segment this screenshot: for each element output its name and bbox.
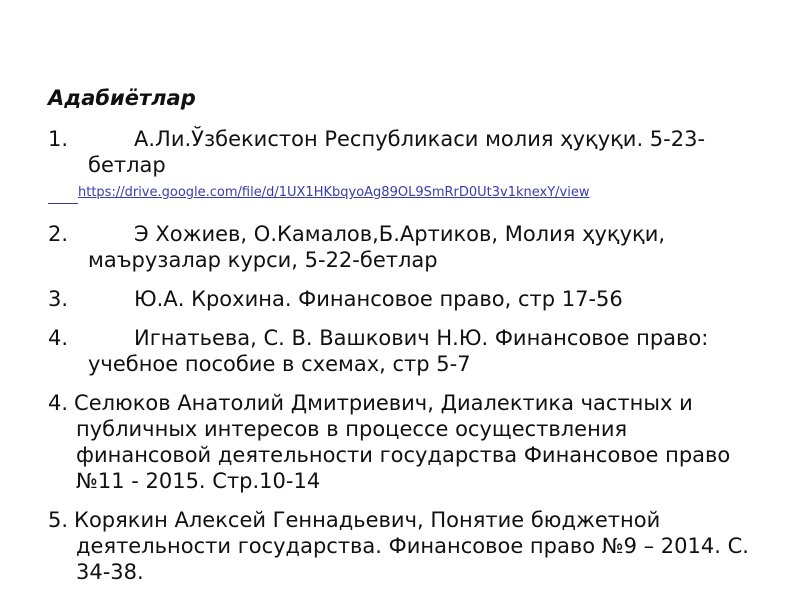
reference-text: Ю.А. Крохина. Финансовое право, стр 17-56 bbox=[134, 287, 623, 311]
reference-text: Игнатьева, С. В. Вашкович Н.Ю. Финансовое право: учебное пособие в схемах, стр 5-7 bbox=[88, 326, 709, 376]
reference-number: 5. bbox=[48, 508, 69, 532]
reference-item-3 bbox=[48, 286, 768, 312]
reference-text: Селюков Анатолий Дмитриевич, Диалектика частных и публичных интересов в процессе осуществления финансовой деятельности государства Финансовое право №11 - 2015. Стр.10-14 bbox=[74, 391, 731, 493]
reference-item-2 bbox=[48, 221, 768, 273]
reference-item-5 bbox=[48, 390, 768, 494]
references-list bbox=[48, 126, 768, 598]
reference-number: 4. bbox=[48, 391, 69, 415]
reference-number: 2. bbox=[48, 222, 69, 246]
reference-number: 1. bbox=[48, 127, 69, 151]
link-underline bbox=[48, 203, 78, 204]
reference-text: Э Хожиев, О.Камалов,Б.Артиков, Молия ҳуқуқи, маърузалар курси, 5-22-бетлар bbox=[88, 222, 666, 272]
reference-number: 3. bbox=[48, 287, 69, 311]
reference-text: Корякин Алексей Геннадьевич, Понятие бюджетной деятельности государства. Финансовое право №9 – 2014. С. 34-38. bbox=[74, 508, 749, 584]
google-drive-link[interactable]: https://drive.google.com/file/d/1UX1HKbqyoAg89OL9SmRrD0Ut3v1knexY/view bbox=[78, 185, 590, 200]
reference-item-4 bbox=[48, 325, 768, 377]
reference-item-6 bbox=[48, 507, 768, 585]
link-row bbox=[48, 185, 768, 207]
reference-number: 4. bbox=[48, 326, 69, 350]
reference-item-1 bbox=[48, 126, 768, 178]
reference-text: А.Ли.Ўзбекистон Республикаси молия ҳуқуқи. 5-23-бетлар bbox=[88, 127, 706, 177]
references-heading: Адабиётлар bbox=[48, 86, 196, 110]
